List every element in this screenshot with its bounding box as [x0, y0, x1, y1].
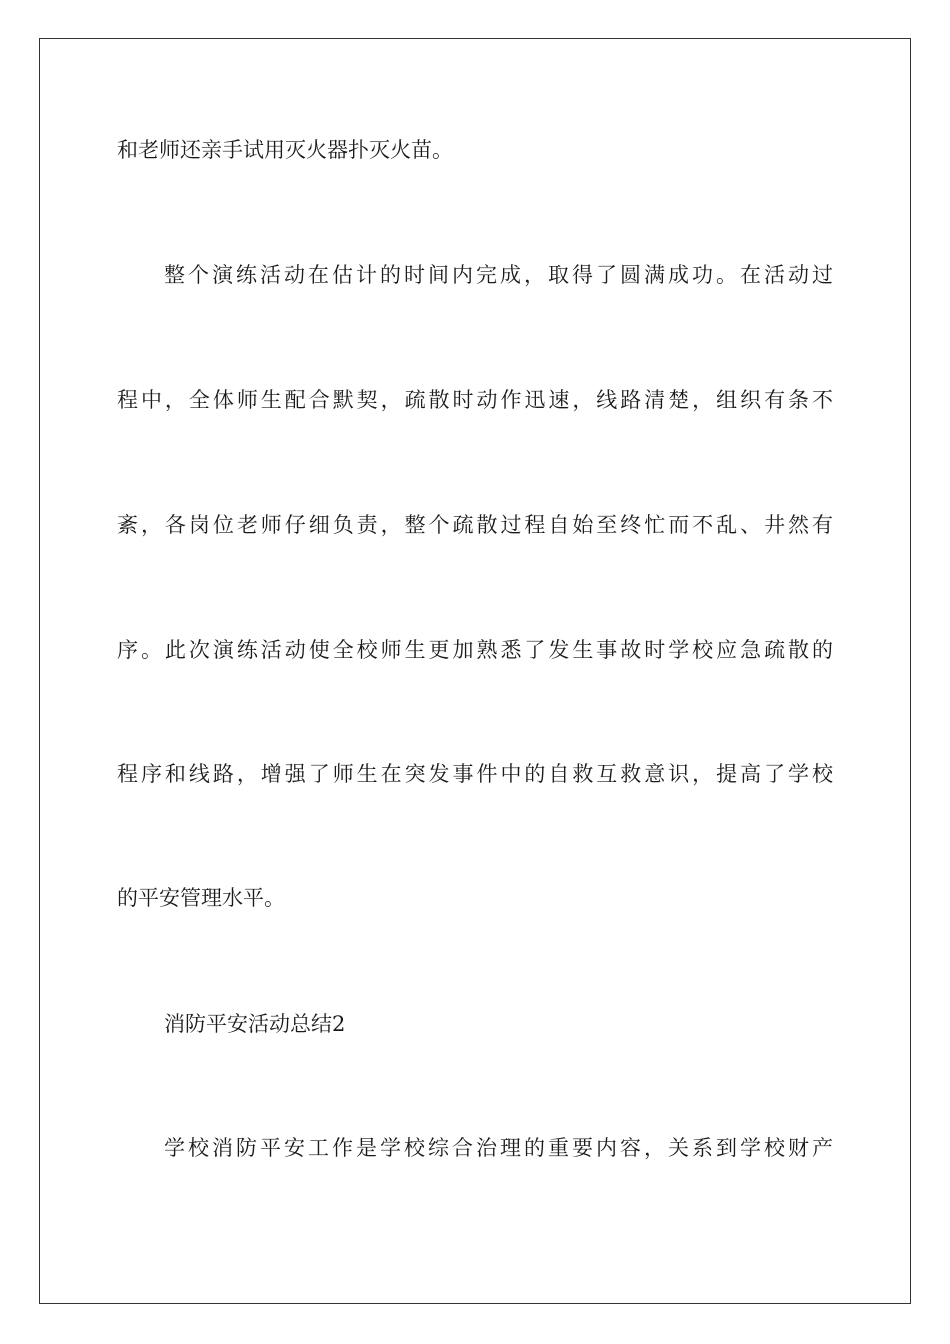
page-border — [39, 38, 911, 1304]
paragraph-line-3: 程中，全体师生配合默契，疏散时动作迅速，线路清楚，组织有条不 — [117, 388, 833, 412]
paragraph-line-6: 程序和线路，增强了师生在突发事件中的自救互救意识，提高了学校 — [117, 762, 833, 786]
paragraph-line-8: 学校消防平安工作是学校综合治理的重要内容，关系到学校财产 — [164, 1136, 833, 1160]
paragraph-line-2: 整个演练活动在估计的时间内完成，取得了圆满成功。在活动过 — [164, 263, 833, 287]
paragraph-line-1: 和老师还亲手试用灭火器扑灭火苗。 — [117, 138, 453, 162]
section-heading: 消防平安活动总结2 — [164, 1012, 346, 1036]
paragraph-line-5: 序。此次演练活动使全校师生更加熟悉了发生事故时学校应急疏散的 — [117, 638, 833, 662]
paragraph-line-7: 的平安管理水平。 — [117, 886, 285, 910]
paragraph-line-4: 紊，各岗位老师仔细负责，整个疏散过程自始至终忙而不乱、井然有 — [117, 513, 833, 537]
